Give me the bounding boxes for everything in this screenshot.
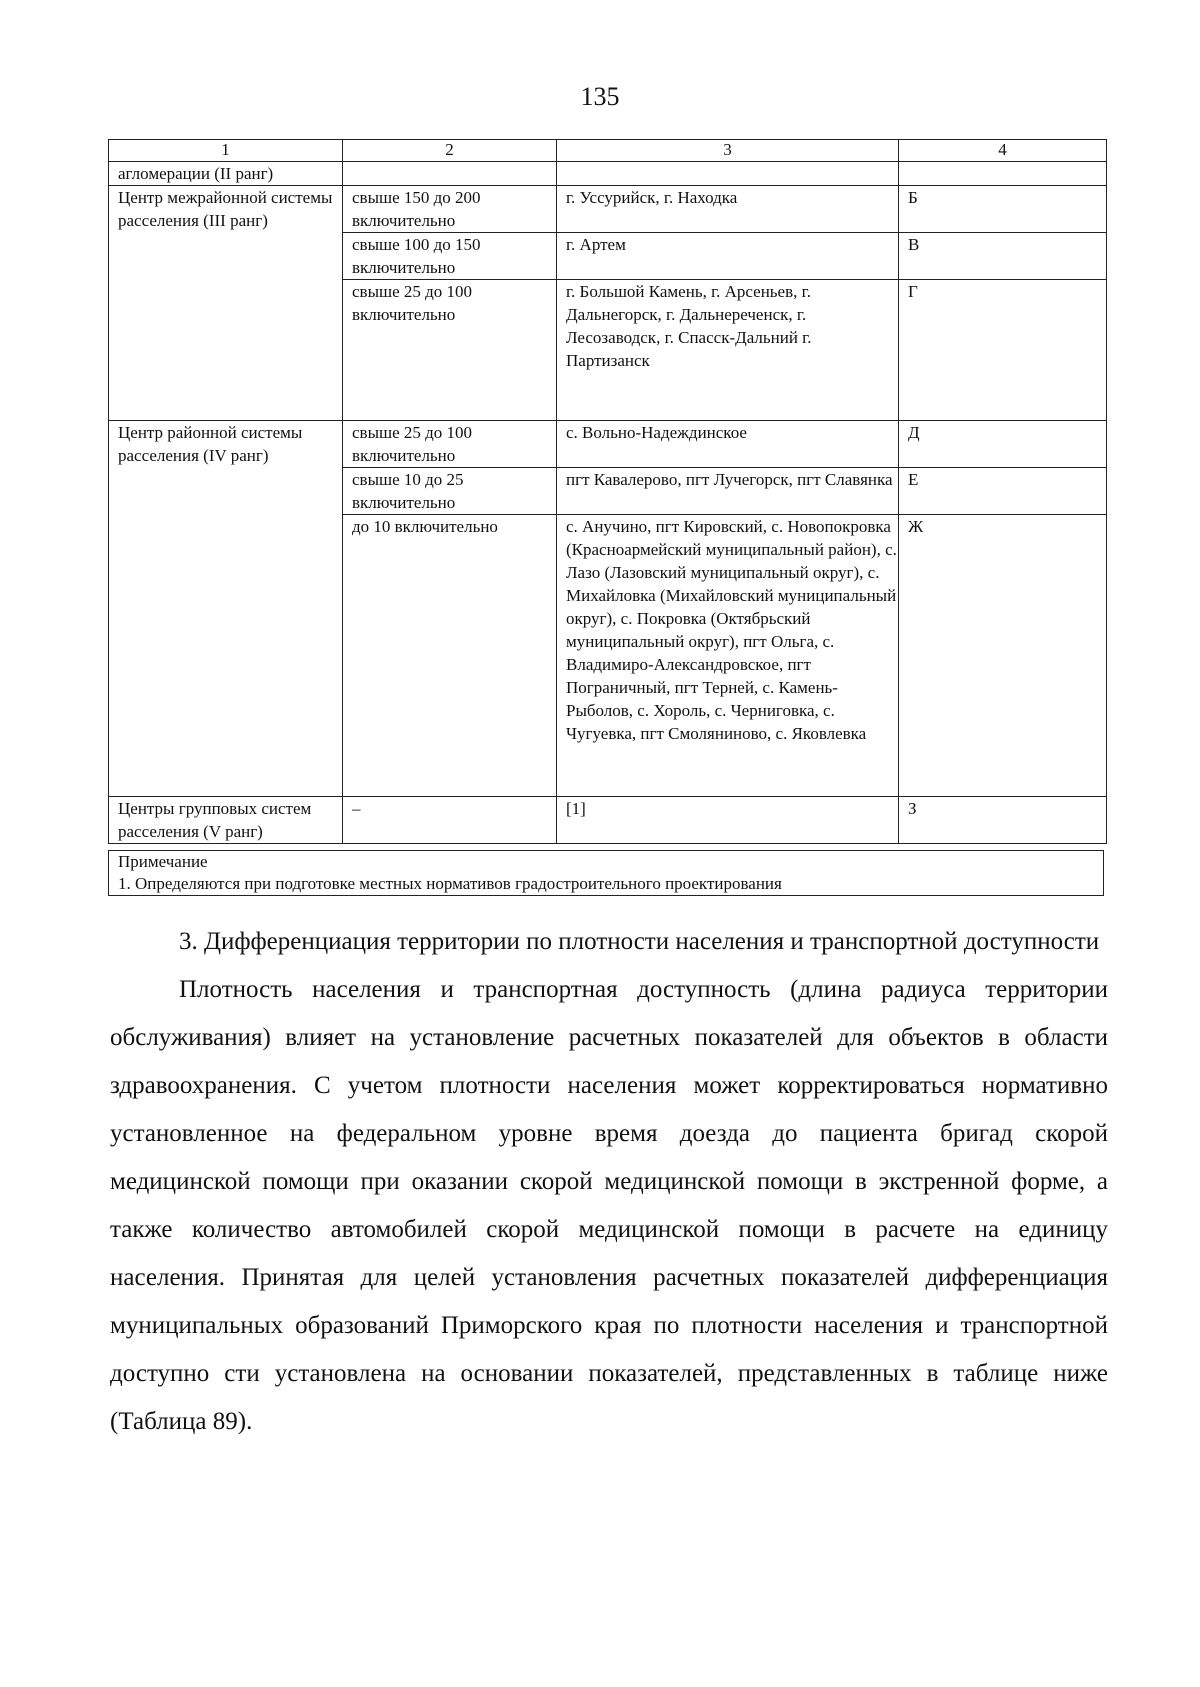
settlement-table xyxy=(108,139,1107,844)
table-cell: Центры групповых систем расселения (V ранг) xyxy=(109,797,343,844)
table-cell xyxy=(343,162,557,186)
page-number: 135 xyxy=(580,82,620,111)
table-cell: г. Артем xyxy=(557,233,899,280)
note-title: Примечание xyxy=(118,852,208,871)
table-cell: Центр межрайонной системы расселения (III ранг) xyxy=(109,186,343,233)
table-cell: Д xyxy=(899,421,1107,468)
table-row xyxy=(109,280,1107,421)
table-cell xyxy=(109,468,343,515)
column-header: 3 xyxy=(557,140,899,162)
table-cell: пгт Кавалерово, пгт Лучегорск, пгт Славянка xyxy=(557,468,899,515)
table-cell: свыше 100 до 150 включительно xyxy=(343,233,557,280)
table-cell xyxy=(109,233,343,280)
table-cell: свыше 150 до 200 включительно xyxy=(343,186,557,233)
table-cell: – xyxy=(343,797,557,844)
table-cell: Е xyxy=(899,468,1107,515)
section-paragraph: Плотность населения и транспортная доступность (длина радиуса территории обслуживания) влияет на установление расчетных показателей для объектов в области здравоохранения. С учетом плотности населения может корректироваться нормативно установленное на федеральном уровне время доезда до пациента бригад скорой медицинской помощи при оказании скорой медицинской помощи в экстренной форме, а также количество автомобилей скорой медицинской помощи в расчете на единицу населения. Принятая для целей установления расчетных показателей дифференциация муниципальных образований Приморского края по плотности населения и транспортной доступно сти установлена на основании показателей, представленных в таблице ниже (Таблица 89). xyxy=(110,976,1108,1435)
column-header: 2 xyxy=(343,140,557,162)
note-text: 1. Определяются при подготовке местных нормативов градостроительного проектирования xyxy=(118,874,782,893)
table-cell: с. Вольно-Надеждинское xyxy=(557,421,899,468)
table-cell xyxy=(557,162,899,186)
table-cell: с. Анучино, пгт Кировский, с. Новопокровка (Красноармейский муниципальный район), с. Лазо (Лазовский муниципальный округ), с. Михайловка (Михайловский муниципальный округ), с. Покровка (Октябрьский муниципальный округ), пгт Ольга, с. Владимиро-Александровское, пгт Пограничный, пгт Терней, с. Камень-Рыболов, с. Хороль, с. Черниговка, с. Чугуевка, пгт Смоляниново, с. Яковлевка xyxy=(557,515,899,797)
table-header-row xyxy=(109,140,1107,162)
table-cell: до 10 включительно xyxy=(343,515,557,797)
table-row xyxy=(109,421,1107,468)
table-cell: свыше 25 до 100 включительно xyxy=(343,421,557,468)
table-cell: г. Уссурийск, г. Находка xyxy=(557,186,899,233)
section-body xyxy=(110,918,1108,1446)
table-cell xyxy=(109,515,343,797)
table-cell xyxy=(899,162,1107,186)
table-row xyxy=(109,186,1107,233)
table-cell: свыше 10 до 25 включительно xyxy=(343,468,557,515)
table-cell: агломерации (II ранг) xyxy=(109,162,343,186)
table-cell: Г xyxy=(899,280,1107,421)
table-cell: [1] xyxy=(557,797,899,844)
table-cell: Центр районной системы расселения (IV ранг) xyxy=(109,421,343,468)
table-cell: З xyxy=(899,797,1107,844)
table-cell: Б xyxy=(899,186,1107,233)
table-cell xyxy=(109,280,343,421)
column-header: 4 xyxy=(899,140,1107,162)
section-heading: 3. Дифференциация территории по плотности населения и транспортной доступности xyxy=(179,928,1100,955)
column-header: 1 xyxy=(109,140,343,162)
table-cell: г. Большой Камень, г. Арсеньев, г. Дальнегорск, г. Дальнереченск, г. Лесозаводск, г. Спасск-Дальний г. Партизанск xyxy=(557,280,899,421)
table-row xyxy=(109,515,1107,797)
table-note xyxy=(108,850,1104,896)
table-row xyxy=(109,468,1107,515)
table-row xyxy=(109,797,1107,844)
table-row xyxy=(109,162,1107,186)
table-cell: свыше 25 до 100 включительно xyxy=(343,280,557,421)
table-cell: Ж xyxy=(899,515,1107,797)
table-cell: В xyxy=(899,233,1107,280)
table-row xyxy=(109,233,1107,280)
